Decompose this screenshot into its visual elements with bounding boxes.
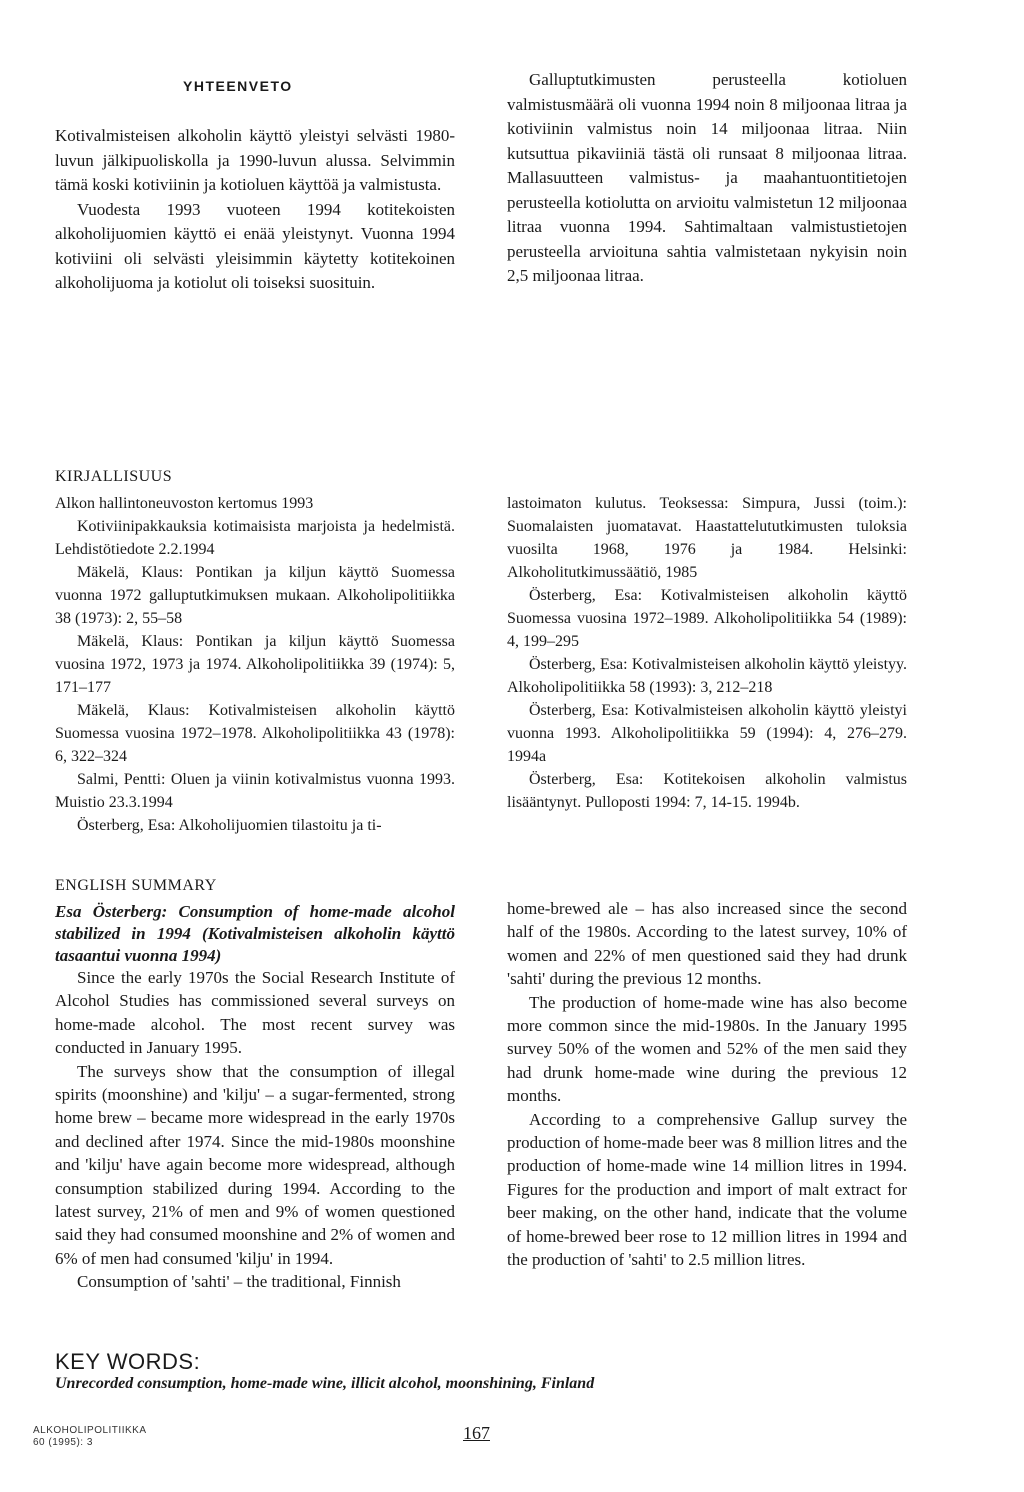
paragraph: Since the early 1970s the Social Research Institute of Alcohol Studies has commissioned several surveys on home-made alcohol. The most recent survey was conducted in January 1995. [55, 968, 455, 1058]
reference-item: Salmi, Pentti: Oluen ja viinin kotivalmistus vuonna 1993. Muistio 23.3.1994 [55, 771, 455, 811]
reference-item: Österberg, Esa: Kotivalmisteisen alkoholin käyttö Suomessa vuosina 1972–1989. Alkoholipolitiikka 54 (1989): 4, 199–295 [507, 587, 907, 650]
literature-left-column [55, 492, 455, 837]
paragraph: home-brewed ale – has also increased since the second half of the 1980s. According to the latest survey, 10% of women and 22% of men questioned said they had drunk 'sahti' during the previous 12 months. [507, 899, 907, 989]
reference-item: Österberg, Esa: Kotivalmisteisen alkoholin käyttö yleistyy. Alkoholipolitiikka 58 (1993): 3, 212–218 [507, 656, 907, 696]
english-summary-title: Esa Österberg: Consumption of home-made alcohol stabilized in 1994 (Kotivalmisteisen alkoholin käyttö tasaantui vuonna 1994) [55, 902, 455, 965]
reference-item: Österberg, Esa: Kotivalmisteisen alkoholin käyttö yleistyi vuonna 1993. Alkoholipolitiikka 59 (1994): 4, 276–279. 1994a [507, 702, 907, 765]
literature-right-column [507, 492, 907, 814]
page-number: 167 [463, 1423, 490, 1443]
footer-journal [33, 1425, 146, 1449]
paragraph: The production of home-made wine has also become more common since the mid-1980s. In the January 1995 survey 50% of the women and 52% of the men said they had drunk home-made wine during the previous 12 months. [507, 992, 907, 1106]
reference-item: lastoimaton kulutus. Teoksessa: Simpura, Jussi (toim.): Suomalaisten juomatavat. Haastattelututkimusten tuloksia vuosilta 1968, 1976 ja 1984. Helsinki: Alkoholitutkimussäätiö, 1985 [507, 495, 907, 581]
english-summary-heading: ENGLISH SUMMARY [55, 877, 217, 894]
reference-item: Mäkelä, Klaus: Kotivalmisteisen alkoholin käyttö Suomessa vuosina 1972–1978. Alkoholipolitiikka 43 (1978): 6, 322–324 [55, 702, 455, 765]
paragraph: Galluptutkimusten perusteella kotioluen valmistusmäärä oli vuonna 1994 noin 8 miljoonaa litraa ja kotiviinin valmistus noin 14 miljoonaa litraa. Niin kutsuttua pikaviiniä tästä oli runsaat 8 miljoonaa litraa. Mallasuutteen valmistus- ja maahantuontitietojen perusteella kotiolutta on arvioitu valmistetun 12 miljoonaa litraa vuonna 1994. Sahtimaltaan valmistustietojen perusteella arvioituna sahtia valmistetaan nykyisin noin 2,5 miljoonaa litraa. [507, 70, 907, 285]
keywords-heading: KEY WORDS: [55, 1349, 201, 1374]
paragraph: The surveys show that the consumption of illegal spirits (moonshine) and 'kilju' – a sugar-fermented, strong home brew – became more widespread in the early 1970s and declined after 1974. Since the mid-1980s moonshine and 'kilju' have again become more widespread, although consumption stabilized during 1994. According to the latest survey, 21% of men and 9% of women questioned said they had consumed moonshine and 2% of women and 6% of men had consumed 'kilju' in 1994. [55, 1061, 455, 1268]
literature-heading: KIRJALLISUUS [55, 468, 173, 485]
summary-fi-right-column [507, 68, 907, 289]
english-summary-left-column [55, 966, 455, 1294]
summary-fi-left-column [55, 124, 455, 296]
reference-item: Mäkelä, Klaus: Pontikan ja kiljun käyttö Suomessa vuosina 1972, 1973 ja 1974. Alkoholipolitiikka 39 (1974): 5, 171–177 [55, 633, 455, 696]
reference-item: Alkon hallintoneuvoston kertomus 1993 [55, 495, 314, 512]
reference-item: Kotiviinipakkauksia kotimaisista marjoista ja hedelmistä. Lehdistötiedote 2.2.1994 [55, 518, 455, 558]
paragraph: Kotivalmisteisen alkoholin käyttö yleistyi selvästi 1980-luvun jälkipuoliskolla ja 1990-luvun alussa. Selvimmin tämä koski kotiviinin ja kotioluen käyttöä ja valmistusta. [55, 126, 455, 194]
paragraph: Vuodesta 1993 vuoteen 1994 kotitekoisten alkoholijuomien käyttö ei enää yleistynyt. Vuonna 1994 kotiviini oli selvästi yleisimmin käytetty kotitekoinen alkoholijuoma ja kotiolut oli toiseksi suosituin. [55, 199, 455, 292]
reference-item: Mäkelä, Klaus: Pontikan ja kiljun käyttö Suomessa vuonna 1972 galluptutkimuksen mukaan. Alkoholipolitiikka 38 (1973): 2, 55–58 [55, 564, 455, 627]
journal-name: ALKOHOLIPOLITIIKKA [33, 1425, 147, 1436]
journal-issue: 60 (1995): 3 [33, 1437, 93, 1448]
paragraph: Consumption of 'sahti' – the traditional, Finnish [77, 1272, 401, 1292]
keywords-text: Unrecorded consumption, home-made wine, illicit alcohol, moonshining, Finland [55, 1375, 595, 1392]
english-summary-right-column [507, 897, 907, 1272]
reference-item: Österberg, Esa: Kotitekoisen alkoholin valmistus lisääntynyt. Pulloposti 1994: 7, 14-15. 1994b. [507, 771, 907, 811]
reference-item: Österberg, Esa: Alkoholijuomien tilastoitu ja ti- [77, 817, 382, 834]
summary-fi-heading: YHTEENVETO [183, 78, 293, 94]
paragraph: According to a comprehensive Gallup survey the production of home-made beer was 8 million litres and the production of home-made wine 14 million litres in 1994. Figures for the production and import of malt extract for beer making, on the other hand, indicate that the volume of home-brewed beer rose to 12 million litres in 1994 and the production of 'sahti' to 2.5 million litres. [507, 1109, 907, 1270]
